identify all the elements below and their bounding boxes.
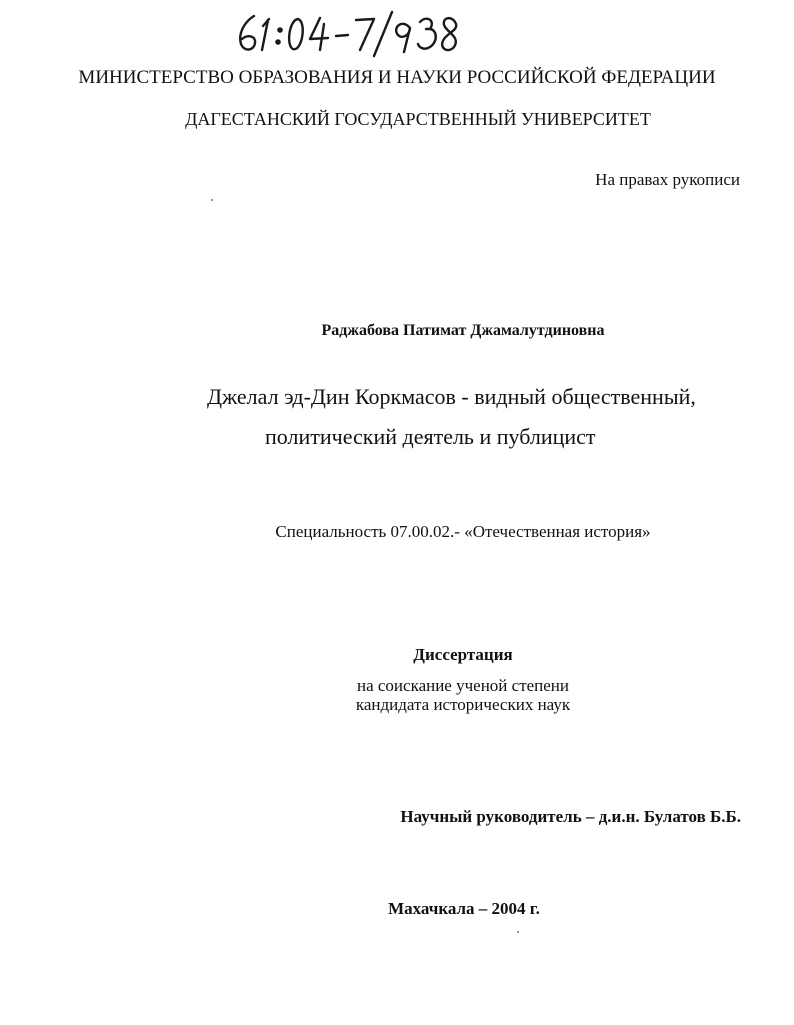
ministry-heading: МИНИСТЕРСТВО ОБРАЗОВАНИЯ И НАУКИ РОССИЙСКОЙ ФЕДЕРАЦИИ [78, 67, 716, 88]
university-heading: ДАГЕСТАНСКИЙ ГОСУДАРСТВЕННЫЙ УНИВЕРСИТЕТ [185, 109, 651, 129]
degree-line-2: кандидата исторических наук [355, 695, 571, 714]
scan-speck [517, 931, 519, 933]
degree-line-1: на соискание ученой степени [356, 676, 570, 695]
scan-speck [211, 199, 213, 201]
handwritten-code-drawing [232, 6, 472, 58]
handwritten-archive-code [232, 6, 472, 58]
author-name: Раджабова Патимат Джамалутдиновна [321, 322, 605, 339]
city-and-year: Махачкала – 2004 г. [388, 899, 540, 918]
dissertation-type: Диссертация [413, 645, 513, 664]
manuscript-note: На правах рукописи [595, 170, 740, 189]
dissertation-title-line-2: политический деятель и публицист [265, 424, 596, 449]
specialty-line: Специальность 07.00.02.- «Отечественная история» [275, 522, 651, 541]
scientific-supervisor: Научный руководитель – д.и.н. Булатов Б.Б. [400, 807, 741, 826]
dissertation-title-line-1: Джелал эд-Дин Коркмасов - видный общественный, [207, 384, 696, 409]
